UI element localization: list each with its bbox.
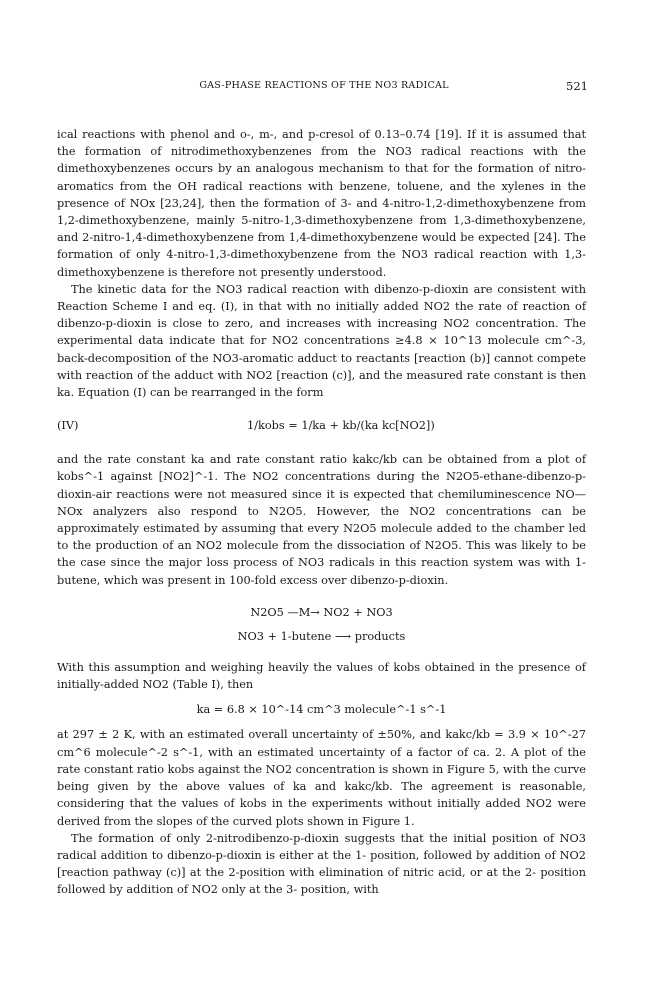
page-number: 521 [566, 79, 588, 93]
paragraph: With this assumption and weighing heavily the values of kobs obtained in the presence of initially-added NO2 (Table I), then [57, 660, 586, 692]
equation-iv [57, 405, 586, 447]
paragraph: The formation of only 2-nitrodibenzo-p-dioxin suggests that the initial position of NO3 radical addition to dibenzo-p-dioxin is either at the 1- position, followed by addition of NO2 [reaction pathway (c)] at the 2-position with elimination of nitric acid, or at the 2- position followed by addition of NO2 only at the 3- position, with [57, 831, 586, 897]
running-head-text: GAS-PHASE REACTIONS OF THE NO3 RADICAL [199, 80, 449, 91]
rate-constant-equation: ka = 6.8 × 10^-14 cm^3 molecule^-1 s^-1 [196, 703, 447, 717]
equation-body [247, 405, 435, 445]
paragraph: The kinetic data for the NO3 radical reaction with dibenzo-p-dioxin are consistent with Reaction Scheme I and eq. (I), in that with no initially added NO2 the rate of reaction of dibenzo-p-dioxin is close to zero, and increases with increasing NO2 concentration. The experimental data indicate that for NO2 concentrations ≥4.8 × 10^13 molecule cm^-3, back-decomposition of the NO3-aromatic adduct to reactants [reaction (b)] cannot compete with reaction of the adduct with NO2 [reaction (c)], and the measured rate constant is then ka. Equation (I) can be rearranged in the form [57, 282, 586, 400]
reaction-block [57, 601, 586, 649]
reaction-1: N2O5 —M→ NO2 + NO3 [250, 605, 393, 619]
equation-label: (IV) [57, 419, 79, 433]
body-text [57, 126, 586, 899]
paragraph: at 297 ± 2 K, with an estimated overall uncertainty of ±50%, and kakc/kb = 3.9 × 10^-27 cm^6 molecule^-2 s^-1, with an estimated uncertainty of a factor of ca. 2. A plot of the rate constant ratio kobs against the NO2 concentration is shown in Figure 5, with the curve being given by the above values of ka and kakc/kb. The agreement is reasonable, considering that the values of kobs in the experiments without initially added NO2 were derived from the slopes of the curved plots shown in Figure 1. [57, 728, 586, 828]
equation-text: 1/kobs = 1/ka + kb/(ka kc[NO2]) [247, 418, 435, 432]
paragraph: ical reactions with phenol and o-, m-, and p-cresol of 0.13–0.74 [19]. If it is assumed that the formation of nitrodimethoxybenzenes from the NO3 radical reactions with the dimethoxybenzenes occurs by an analogous mechanism to that for the formation of nitro-aromatics from the OH radical reactions with benzene, toluene, and the xylenes in the presence of NOx [23,24], then the formation of 3- and 4-nitro-1,2-dimethoxybenzene from 1,2-dimethoxybenzene, mainly 5-nitro-1,3-dimethoxybenzene from 1,3-dimethoxybenzene, and 2-nitro-1,4-dimethoxybenzene from 1,4-dimethoxybenzene would be expected [24]. The formation of only 4-nitro-1,3-dimethoxybenzene from the NO3 radical reaction with 1,3-dimethoxybenzene is therefore not presently understood. [57, 128, 586, 279]
paragraph: and the rate constant ka and rate constant ratio kakc/kb can be obtained from a plot of kobs^-1 against [NO2]^-1. The NO2 concentrations during the N2O5-ethane-dibenzo-p-dioxin-air reactions were not measured since it is expected that chemiluminescence NO—NOx analyzers also respond to N2O5. However, the NO2 concentrations can be approximately estimated by assuming that every N2O5 molecule added to the chamber led to the production of an NO2 molecule from the dissociation of N2O5. This was likely to be the case since the major loss process of NO3 radicals in this reaction system was with 1-butene, which was present in 100-fold excess over dibenzo-p-dioxin. [57, 453, 586, 587]
running-head [0, 80, 648, 91]
reaction-2: NO3 + 1-butene ⟶ products [237, 629, 406, 643]
